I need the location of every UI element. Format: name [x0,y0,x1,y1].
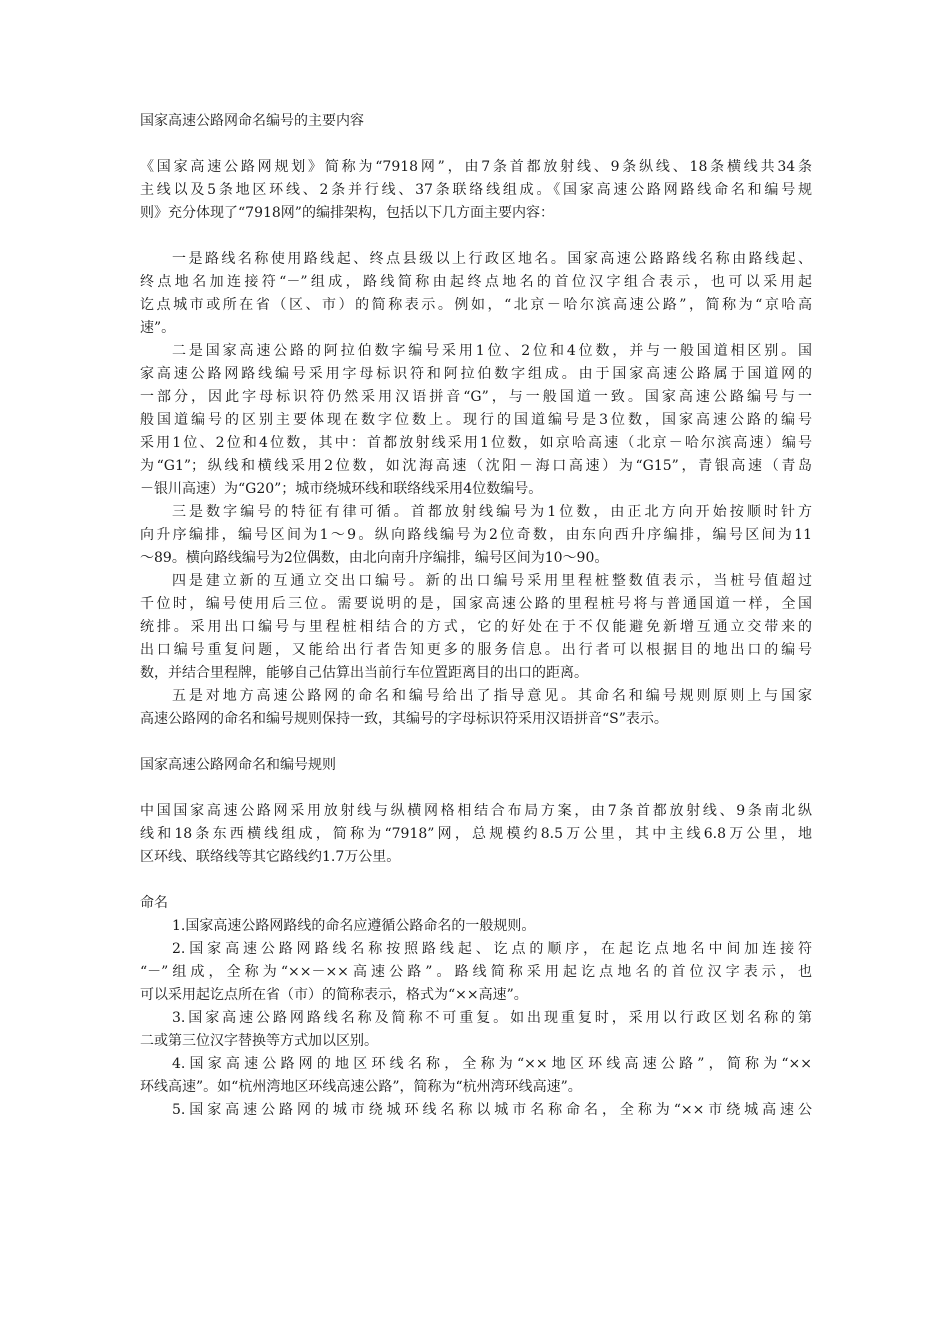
paragraph-line: 2.国家高速公路网路线名称按照路线起、讫点的顺序，在起讫点地名中间加连接符 [172,941,812,957]
paragraph-line: 5.国家高速公路网的城市绕城环线名称以城市名称命名，全称为“××市绕城高速公 [172,1102,812,1118]
paragraph-line: 千位时，编号使用后三位。需要说明的是，国家高速公路的里程桩号将与普通国道一样，全国 [140,596,812,612]
paragraph-line: 向升序编排，编号区间为1～9。纵向路线编号为2位奇数，由东向西升序编排，编号区间为11 [140,527,812,543]
paragraph-line: 讫点城市或所在省（区、市）的简称表示。例如，“北京－哈尔滨高速公路”，简称为“京哈高 [140,297,812,313]
point-two-paragraph [140,340,812,501]
paragraph-line: 家高速公路网路线编号采用字母标识符和阿拉伯数字组成。由于国家高速公路属于国道网的 [140,366,812,382]
paragraph-line: 中国国家高速公路网采用放射线与纵横网格相结合布局方案，由7条首都放射线、9条南北纵 [140,803,812,819]
section-title-naming: 命名 [140,895,168,911]
paragraph-line: 1.国家高速公路网路线的命名应遵循公路命名的一般规则。 [172,918,536,934]
paragraph-line: 则》充分体现了“7918网”的编排架构，包括以下几方面主要内容： [140,205,554,221]
intro-paragraph [140,156,812,225]
rule-3 [140,1007,812,1053]
paragraph-line: 《国家高速公路网规划》简称为“7918网”，由7条首都放射线、9条纵线、18条横线共34条 [140,159,812,175]
paragraph-line: 出口编号重复问题，又能给出行者告知更多的服务信息。出行者可以根据目的地出口的编号 [140,642,812,658]
point-four-paragraph [140,570,812,685]
network-overview-paragraph [140,800,812,869]
paragraph-line: 环线高速”。如“杭州湾地区环线高速公路”，简称为“杭州湾环线高速”。 [140,1079,582,1095]
paragraph-line: 数，并结合里程牌，能够自己估算出当前行车位置距离目的出口的距离。 [140,665,588,681]
point-three-paragraph [140,501,812,570]
paragraph-line: 一是路线名称使用路线起、终点县级以上行政区地名。国家高速公路路线名称由路线起、 [172,251,812,267]
paragraph-line: 4.国家高速公路网的地区环线名称，全称为“××地区环线高速公路”，简称为“×× [172,1056,812,1072]
paragraph-line: 采用1位、2位和4位数，其中：首都放射线采用1位数，如京哈高速（北京－哈尔滨高速）编号 [140,435,812,451]
paragraph-line: ～89。横向路线编号为2位偶数，由北向南升序编排，编号区间为10～90。 [140,550,609,566]
paragraph-line: 统排。采用出口编号与里程桩相结合的方式，它的好处在于不仅能避免新增互通立交带来的 [140,619,812,635]
paragraph-line: 线和18条东西横线组成，简称为“7918”网，总规模约8.5万公里，其中主线6.8万公里，地 [140,826,812,842]
paragraph-line: 四是建立新的互通立交出口编号。新的出口编号采用里程桩整数值表示，当桩号值超过 [172,573,812,589]
paragraph-line: 区环线、联络线等其它路线约1.7万公里。 [140,849,401,865]
paragraph-line: 五是对地方高速公路网的命名和编号给出了指导意见。其命名和编号规则原则上与国家 [172,688,812,704]
section-title-rules: 国家高速公路网命名和编号规则 [140,757,336,773]
rule-1 [140,915,812,938]
point-five-paragraph [140,685,812,731]
paragraph-line: 三是数字编号的特征有律可循。首都放射线编号为1位数，由正北方向开始按顺时针方 [172,504,812,520]
document-page [140,110,812,1122]
paragraph-line: 二是国家高速公路的阿拉伯数字编号采用1位、2位和4位数，并与一般国道相区别。国 [172,343,812,359]
rule-4 [140,1053,812,1099]
paragraph-line: 3.国家高速公路网路线名称及简称不可重复。如出现重复时，采用以行政区划名称的第 [172,1010,812,1026]
paragraph-line: 可以采用起讫点所在省（市）的简称表示，格式为“××高速”。 [140,987,528,1003]
paragraph-line: 一部分，因此字母标识符仍然采用汉语拼音“G”，与一般国道一致。国家高速公路编号与一 [140,389,812,405]
rule-5 [140,1099,812,1122]
rule-2 [140,938,812,1007]
paragraph-line: 速”。 [140,320,176,336]
paragraph-line: 为“G1”；纵线和横线采用2位数，如沈海高速（沈阳－海口高速）为“G15”，青银高速（青岛 [140,458,812,474]
section-title-main-content: 国家高速公路网命名编号的主要内容 [140,113,364,129]
point-one-paragraph [140,248,812,340]
paragraph-line: 般国道编号的区别主要体现在数字位数上。现行的国道编号是3位数，国家高速公路的编号 [140,412,812,428]
paragraph-line: 二或第三位汉字替换等方式加以区别。 [140,1033,378,1049]
paragraph-line: －银川高速）为“G20”；城市绕城环线和联络线采用4位数编号。 [140,481,543,497]
paragraph-line: 主线以及5条地区环线、2条并行线、37条联络线组成。《国家高速公路网路线命名和编号规 [140,182,812,198]
paragraph-line: 终点地名加连接符“－”组成，路线简称由起终点地名的首位汉字组合表示，也可以采用起 [140,274,812,290]
paragraph-line: 高速公路网的命名和编号规则保持一致，其编号的字母标识符采用汉语拼音“S”表示。 [140,711,668,727]
paragraph-line: “－”组成，全称为“××－××高速公路”。路线简称采用起讫点地名的首位汉字表示，也 [140,964,812,980]
